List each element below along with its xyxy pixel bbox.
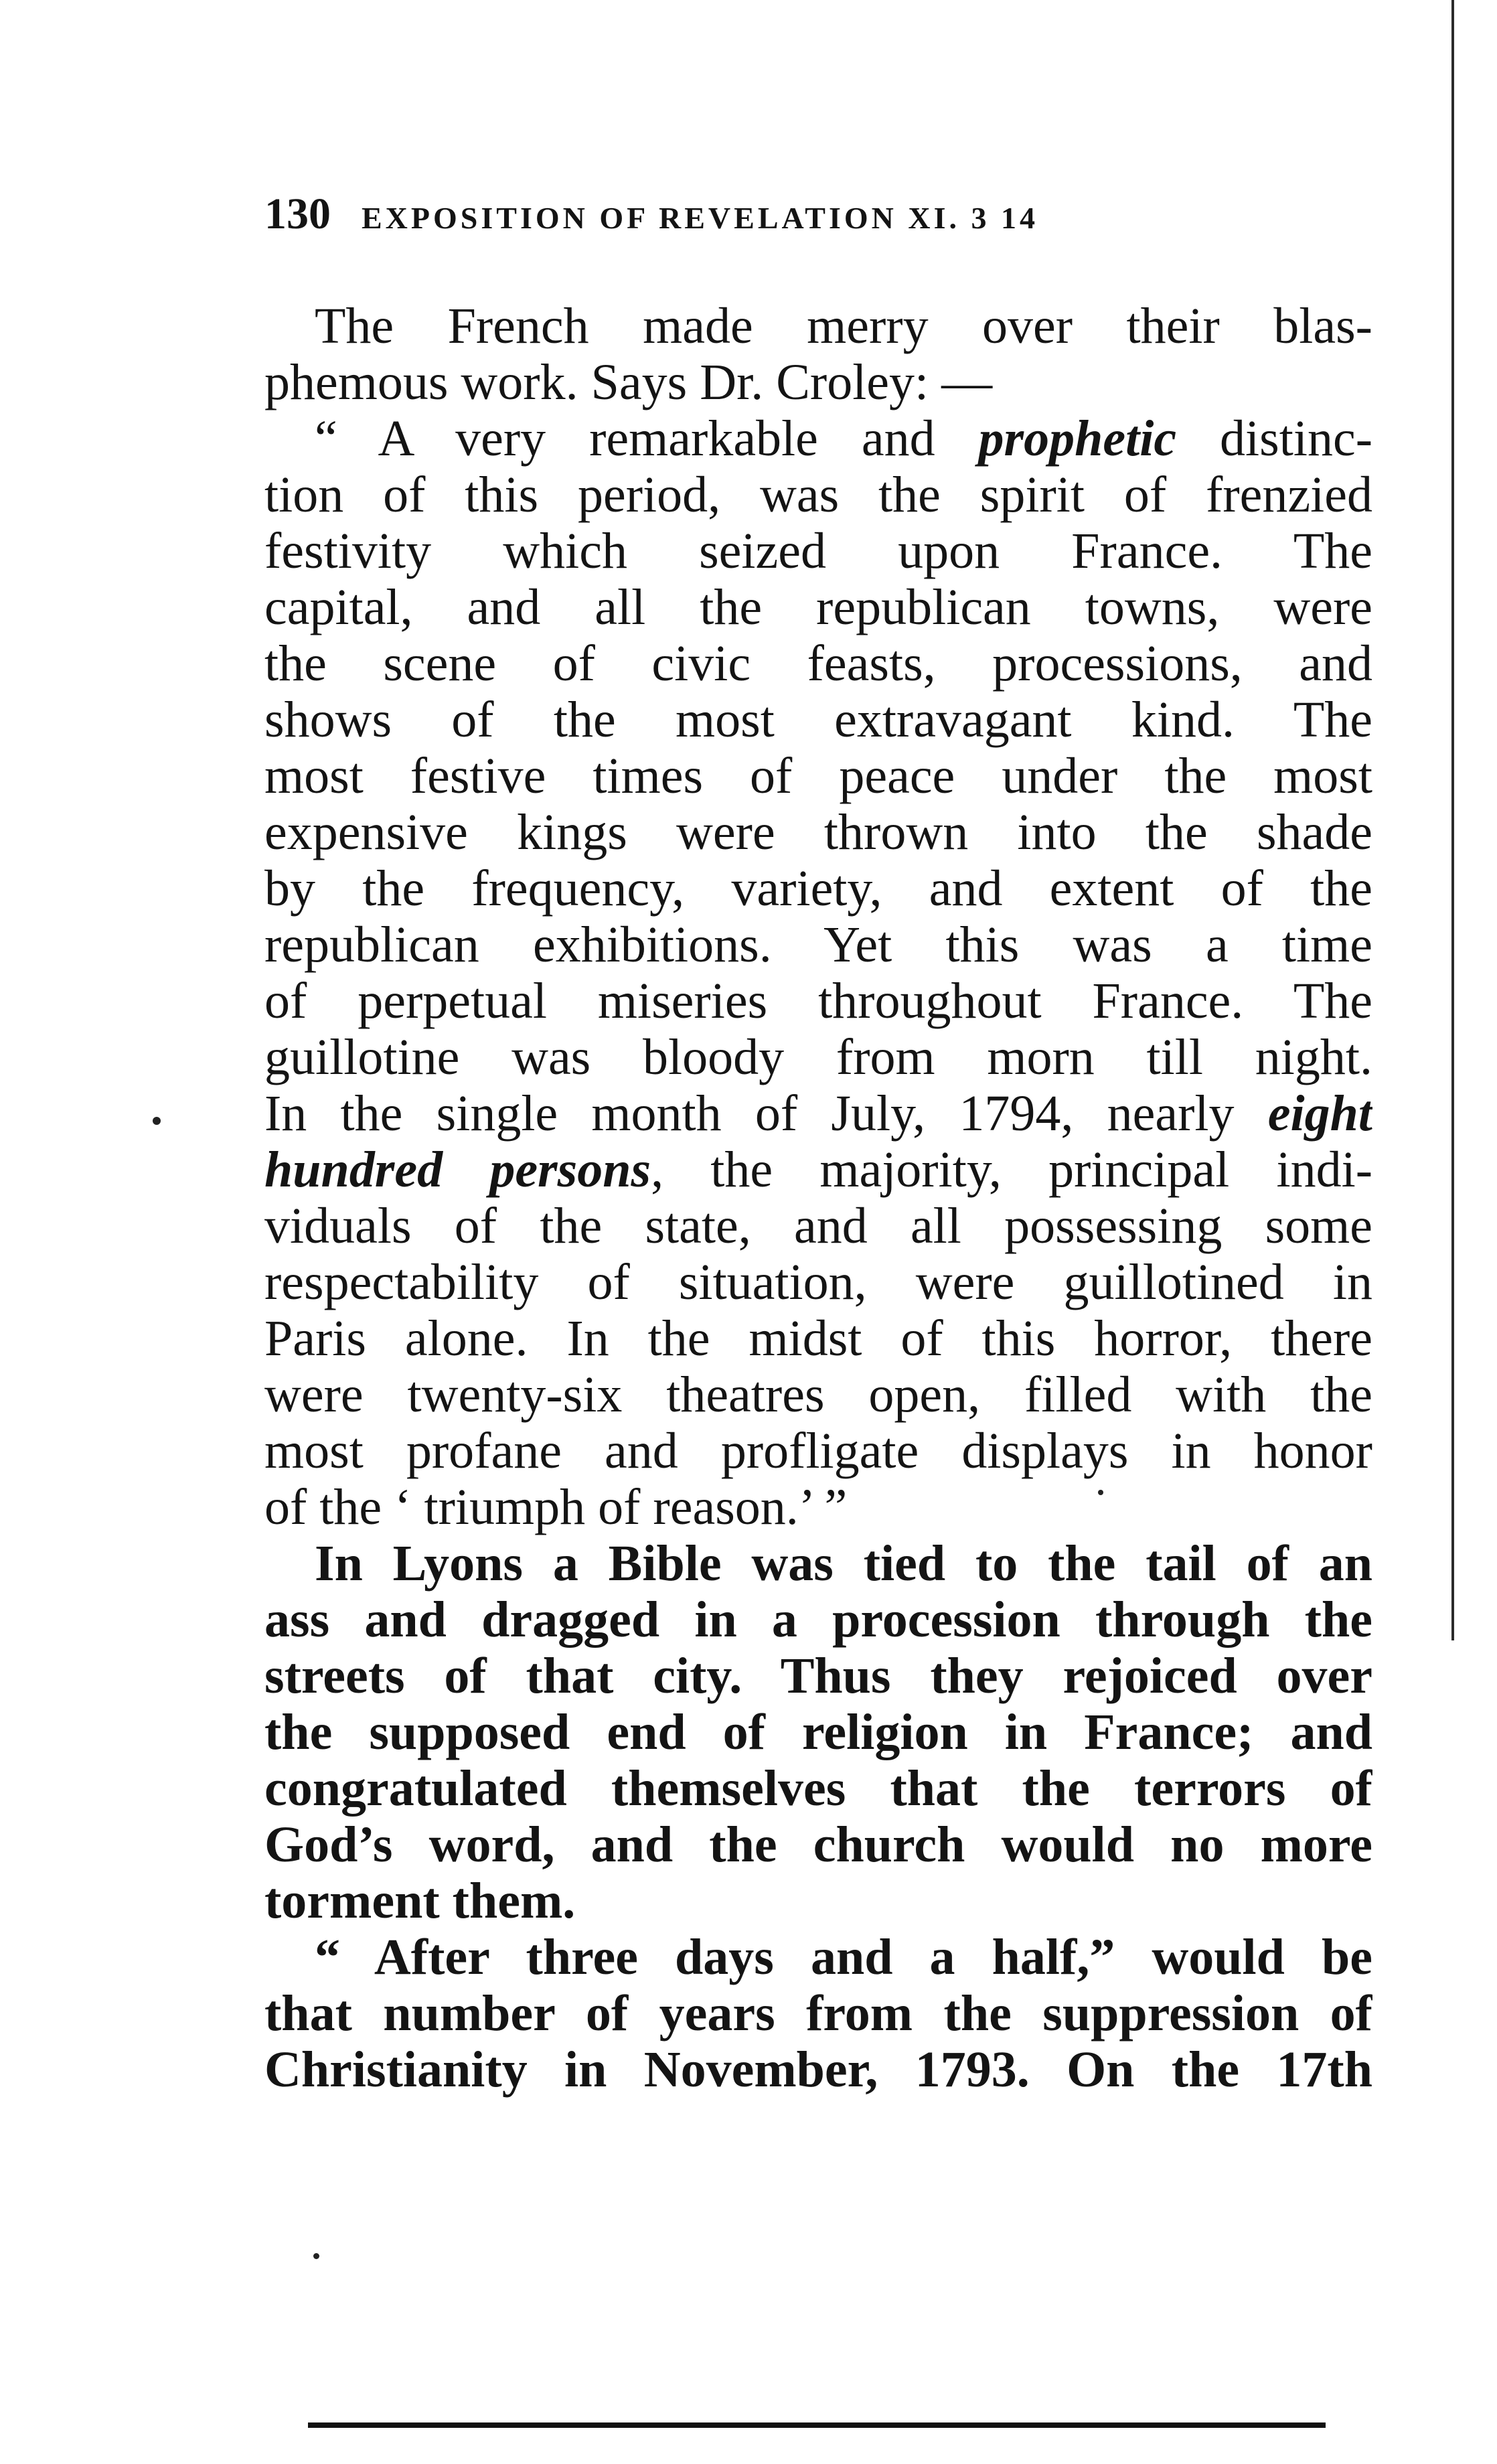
page-number: 130 [264, 189, 331, 238]
text-line: by the frequency, variety, and extent of the [264, 860, 1372, 917]
line-segment: , the majority, principal indi- [651, 1142, 1372, 1198]
text-line [264, 1085, 1372, 1142]
text-line [264, 410, 1372, 467]
text-line: the supposed end of religion in France; and [264, 1704, 1372, 1760]
text-line: streets of that city. Thus they rejoiced over [264, 1648, 1372, 1704]
text-line: capital, and all the republican towns, were [264, 579, 1372, 635]
scan-page-edge [1451, 0, 1454, 1640]
emphasized-word: eight [1267, 1085, 1372, 1142]
text-line: of perpetual miseries throughout France. The [264, 973, 1372, 1029]
text-line: viduals of the state, and all possessing some [264, 1198, 1372, 1254]
text-line: that number of years from the suppression of [264, 1985, 1372, 2042]
body-text [264, 298, 1372, 2098]
text-line: republican exhibitions. Yet this was a time [264, 917, 1372, 973]
page-header [264, 189, 1376, 242]
text-line: tion of this period, was the spirit of frenzied [264, 467, 1372, 523]
line-segment: In the single month of July, 1794, nearly [264, 1085, 1268, 1142]
text-line: festivity which seized upon France. The [264, 523, 1372, 579]
bottom-rule [308, 2422, 1326, 2428]
text-line: Paris alone. In the midst of this horror, there [264, 1310, 1372, 1367]
text-line: guillotine was bloody from morn till night. [264, 1029, 1372, 1085]
text-line: torment them. [264, 1873, 576, 1929]
text-line: phemous work. Says Dr. Croley: — [264, 354, 993, 410]
line-segment: distinc- [1176, 410, 1372, 467]
text-line: shows of the most extravagant kind. The [264, 692, 1372, 748]
text-line: In Lyons a Bible was tied to the tail of an [315, 1535, 1372, 1592]
text-line: most festive times of peace under the most [264, 748, 1372, 804]
stray-ink-dot [153, 1117, 161, 1125]
text-line: Christianity in November, 1793. On the 17th [264, 2042, 1372, 2098]
text-line: congratulated themselves that the terrors of [264, 1760, 1372, 1817]
emphasized-word: prophetic [978, 410, 1177, 467]
text-line: most profane and profligate displays in honor [264, 1423, 1372, 1479]
text-line [264, 1142, 1372, 1198]
emphasized-phrase: hundred persons [264, 1142, 651, 1198]
stray-ink-dot [313, 2253, 319, 2259]
running-head: EXPOSITION OF REVELATION XI. 3 14 [362, 201, 1039, 235]
text-line: respectability of situation, were guillotined in [264, 1254, 1372, 1310]
text-line: “ After three days and a half,” would be [315, 1929, 1372, 1985]
text-line: God’s word, and the church would no more [264, 1817, 1372, 1873]
text-line: were twenty-six theatres open, filled with the [264, 1367, 1372, 1423]
text-line: the scene of civic feasts, processions, and [264, 635, 1372, 692]
text-line: ass and dragged in a procession through the [264, 1592, 1372, 1648]
text-line: The French made merry over their blas- [315, 298, 1372, 354]
text-line: of the ‘ triumph of reason.’ ” [264, 1479, 848, 1535]
line-segment: “ A very remarkable and [315, 410, 979, 467]
text-line: expensive kings were thrown into the shade [264, 804, 1372, 860]
